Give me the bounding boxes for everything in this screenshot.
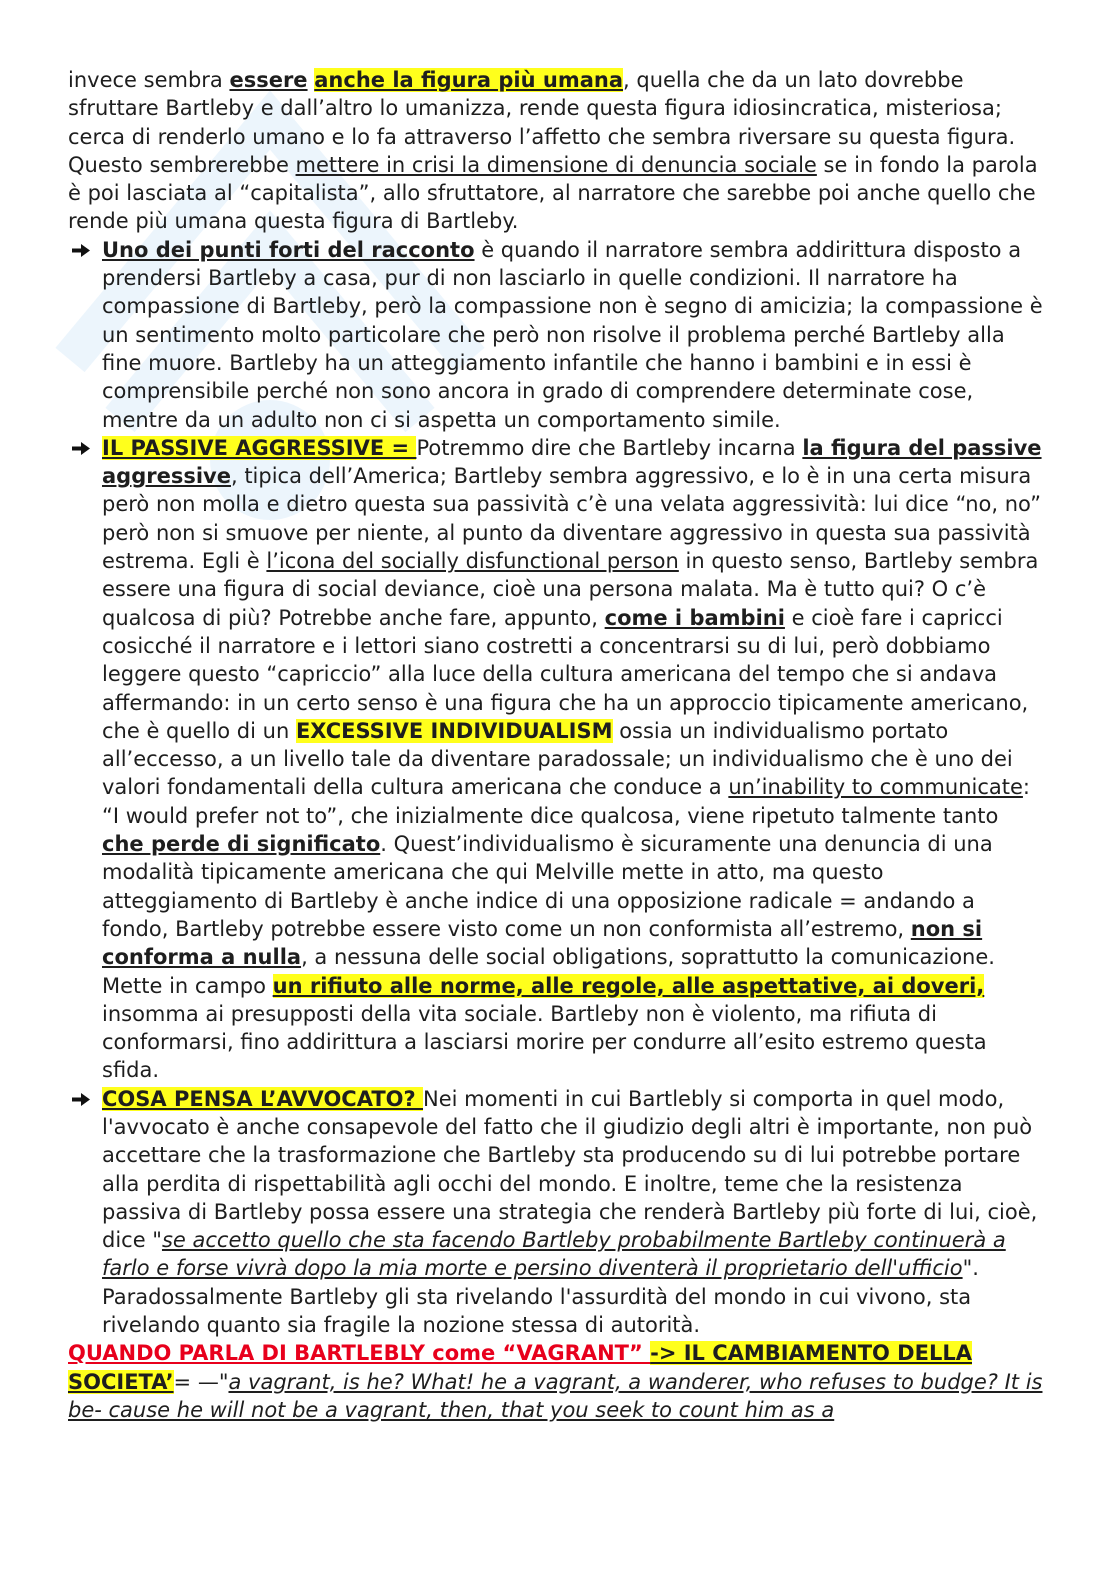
bullet-punti-forti: Uno dei punti forti del racconto è quando il narratore sembra addirittura disposto a prendersi Bartleby a casa, pur di non lasciarlo in quelle condizioni. Il narratore ha compassione di Bartleby, però la compassione non è segno di amicizia; la compassione è un sentimento molto particolare che però non risolve il problema perché Bartleby alla fine muore. Bartleby ha un atteggiamento infantile che hanno i bambini e in essi è comprensibile perché non sono ancora in grado di comprendere determinate cose, mentre da un adulto non ci si aspetta un comportamento simile. bbox=[68, 236, 1043, 434]
intro-paragraph: invece sembra essere anche la figura più umana, quella che da un lato dovrebbe sfruttare Bartleby e dall’altro lo umanizza, rende questa figura idiosincratica, misteriosa; cerca di renderlo umano e lo fa attraverso l’affetto che sembra riversare su questa figura. Questo sembrerebbe mettere in crisi la dimensione di denuncia sociale se in fondo la parola è poi lasciata al “capitalista”, allo sfruttatore, al narratore che sarebbe poi anche quello che rende più umana questa figura di Bartleby. bbox=[68, 68, 1038, 234]
bullet-passive-aggressive: IL PASSIVE AGGRESSIVE = Potremmo dire che Bartleby incarna la figura del passive aggressive, tipica dell’America; Bartleby sembra aggressivo, e lo è in una certa misura però non molla e dietro questa sua passività c’è una velata aggressività: lui dice “no, no” però non si smuove per niente, al punto da diventare aggressivo in questa sua passività estrema. Egli è l’icona del socially disfunctional person in questo senso, Bartleby sembra essere una figura di social deviance, cioè una persona malata. Ma è tutto qui? O c’è qualcosa di più? Potrebbe anche fare, appunto, come i bambini e cioè fare i capricci cosicché il narratore e i lettori siano costretti a concentrarsi su di lui, però dobbiamo leggere questo “capriccio” alla luce della cultura americana del tempo che si andava affermando: in un certo senso è una figura che ha un approccio tipicamente americano, che è quello di un EXCESSIVE INDIVIDUALISM ossia un individualismo portato all’eccesso, a un livello tale da diventare paradossale; un individualismo che è uno dei valori fondamentali della cultura americana che conduce a un’inability to communicate: “I would prefer not to”, che inizialmente dice qualcosa, viene ripetuto talmente tanto che perde di significato. Quest’individualismo è sicuramente una denuncia di una modalità tipicamente americana che qui Melville mette in atto, ma questo atteggiamento di Bartleby è anche indice di una opposizione radicale = andando a fondo, Bartleby potrebbe essere visto come un non conformista all’estremo, non si conforma a nulla, a nessuna delle social obligations, soprattutto la comunicazione. Mette in campo un rifiuto alle norme, alle regole, alle aspettative, ai doveri, insomma ai presupposti della vita sociale. Bartleby non è violento, ma rifiuta di conformarsi, fino addirittura a lasciarsi morire per condurre all’esito estremo questa sfida. bbox=[68, 434, 1043, 1085]
arrow-bullet-icon bbox=[72, 442, 90, 455]
document-body bbox=[68, 66, 1043, 1424]
arrow-bullet-icon bbox=[72, 244, 90, 257]
bullet-avvocato: COSA PENSA L’AVVOCATO? Nei momenti in cui Bartlebly si comporta in quel modo, l'avvocato è anche consapevole del fatto che il giudizio degli altri è importante, non può accettare che la trasformazione che Bartleby sta producendo su di lui potrebbe portare alla perdita di rispettabilità agli occhi del mondo. E inoltre, teme che la resistenza passiva di Bartleby possa essere una strategia che renderà Bartleby più forte di lui, cioè, dice "se accetto quello che sta facendo Bartleby probabilmente Bartleby continuerà a farlo e forse vivrà dopo la mia morte e persino diventerà il proprietario dell'ufficio". Paradossalmente Bartleby gli sta rivelando l'assurdità del mondo in cui vivono, sta rivelando quanto sia fragile la nozione stessa di autorità. bbox=[68, 1085, 1043, 1340]
arrow-bullet-icon bbox=[72, 1093, 90, 1106]
vagrant-paragraph: QUANDO PARLA DI BARTLEBLY come “VAGRANT” -> IL CAMBIAMENTO DELLA SOCIETA’= —"a vagrant, is he? What! he a vagrant, a wanderer, who refuses to budge? It is be- cause he will not be a vagrant, then, that you seek to count him as a bbox=[68, 1341, 1043, 1422]
